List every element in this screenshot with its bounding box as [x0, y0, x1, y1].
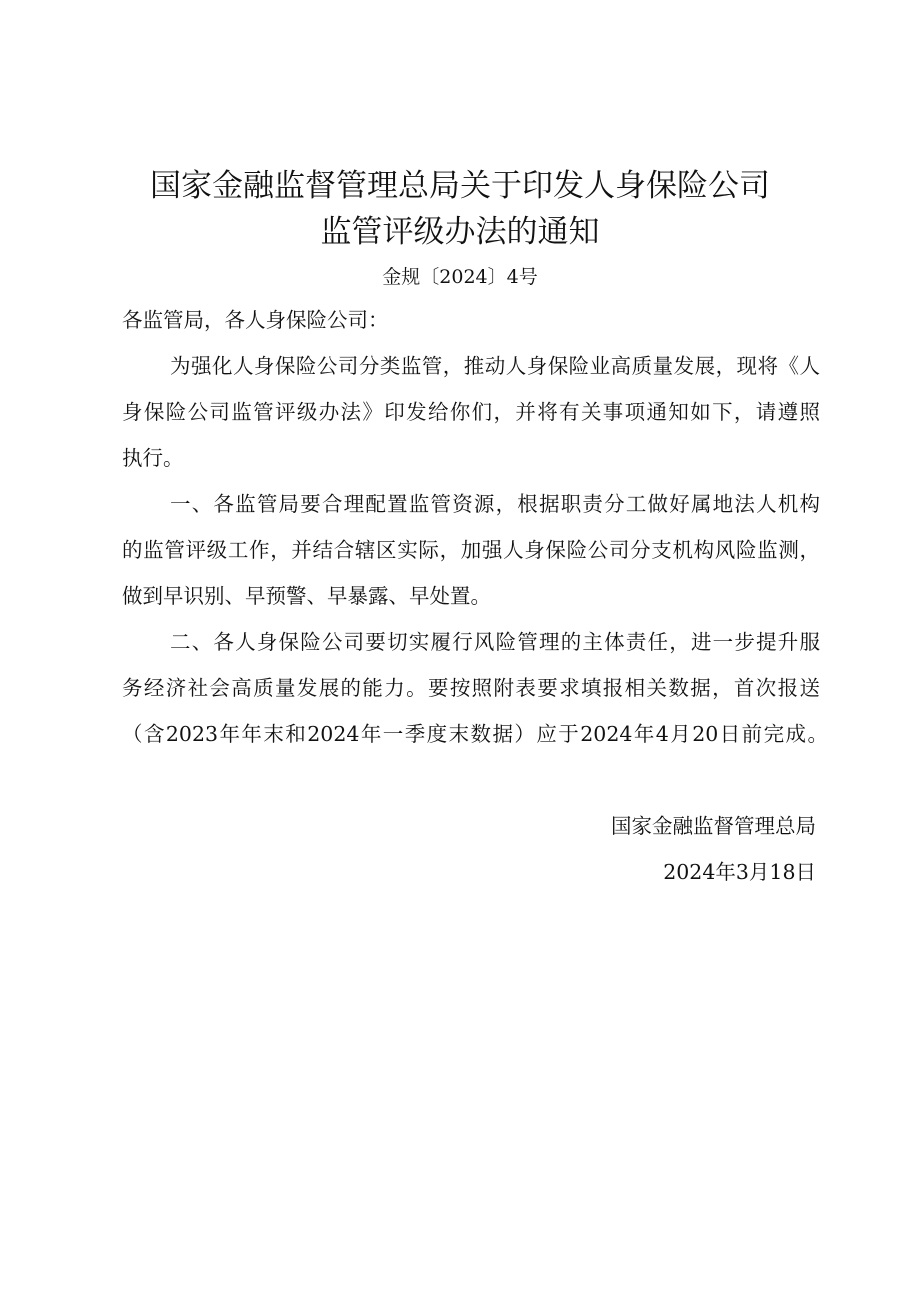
paragraph-2-line-2: 的监管评级工作，并结合辖区实际，加强人身保险公司分支机构风险监测，	[122, 538, 820, 562]
paragraph-1-line-1: 为强化人身保险公司分类监管，推动人身保险业高质量发展，现将《人	[170, 354, 820, 378]
signature-date: 2024年3月18日	[663, 860, 816, 884]
paragraph-1-line-2: 身保险公司监管评级办法》印发给你们，并将有关事项通知如下，请遵照	[122, 400, 820, 424]
paragraph-3-line-2: 务经济社会高质量发展的能力。要按照附表要求填报相关数据，首次报送	[122, 676, 820, 700]
paragraph-2-line-1: 一、各监管局要合理配置监管资源，根据职责分工做好属地法人机构	[170, 492, 820, 516]
paragraph-3-line-1: 二、各人身保险公司要切实履行风险管理的主体责任，进一步提升服	[170, 630, 820, 654]
paragraph-3-line-3: （含2023年年末和2024年一季度末数据）应于2024年4月20日前完成。	[122, 722, 828, 746]
document-title-line-1: 国家金融监督管理总局关于印发人身保险公司	[150, 168, 770, 204]
paragraph-2-line-3: 做到早识别、早预警、早暴露、早处置。	[122, 584, 491, 608]
signature-organization: 国家金融监督管理总局	[611, 814, 816, 838]
addressee: 各监管局，各人身保险公司：	[122, 308, 389, 332]
document-number: 金规〔2024〕4号	[382, 266, 538, 288]
document-title-line-2: 监管评级办法的通知	[320, 214, 600, 250]
paragraph-1-line-3: 执行。	[122, 446, 184, 470]
